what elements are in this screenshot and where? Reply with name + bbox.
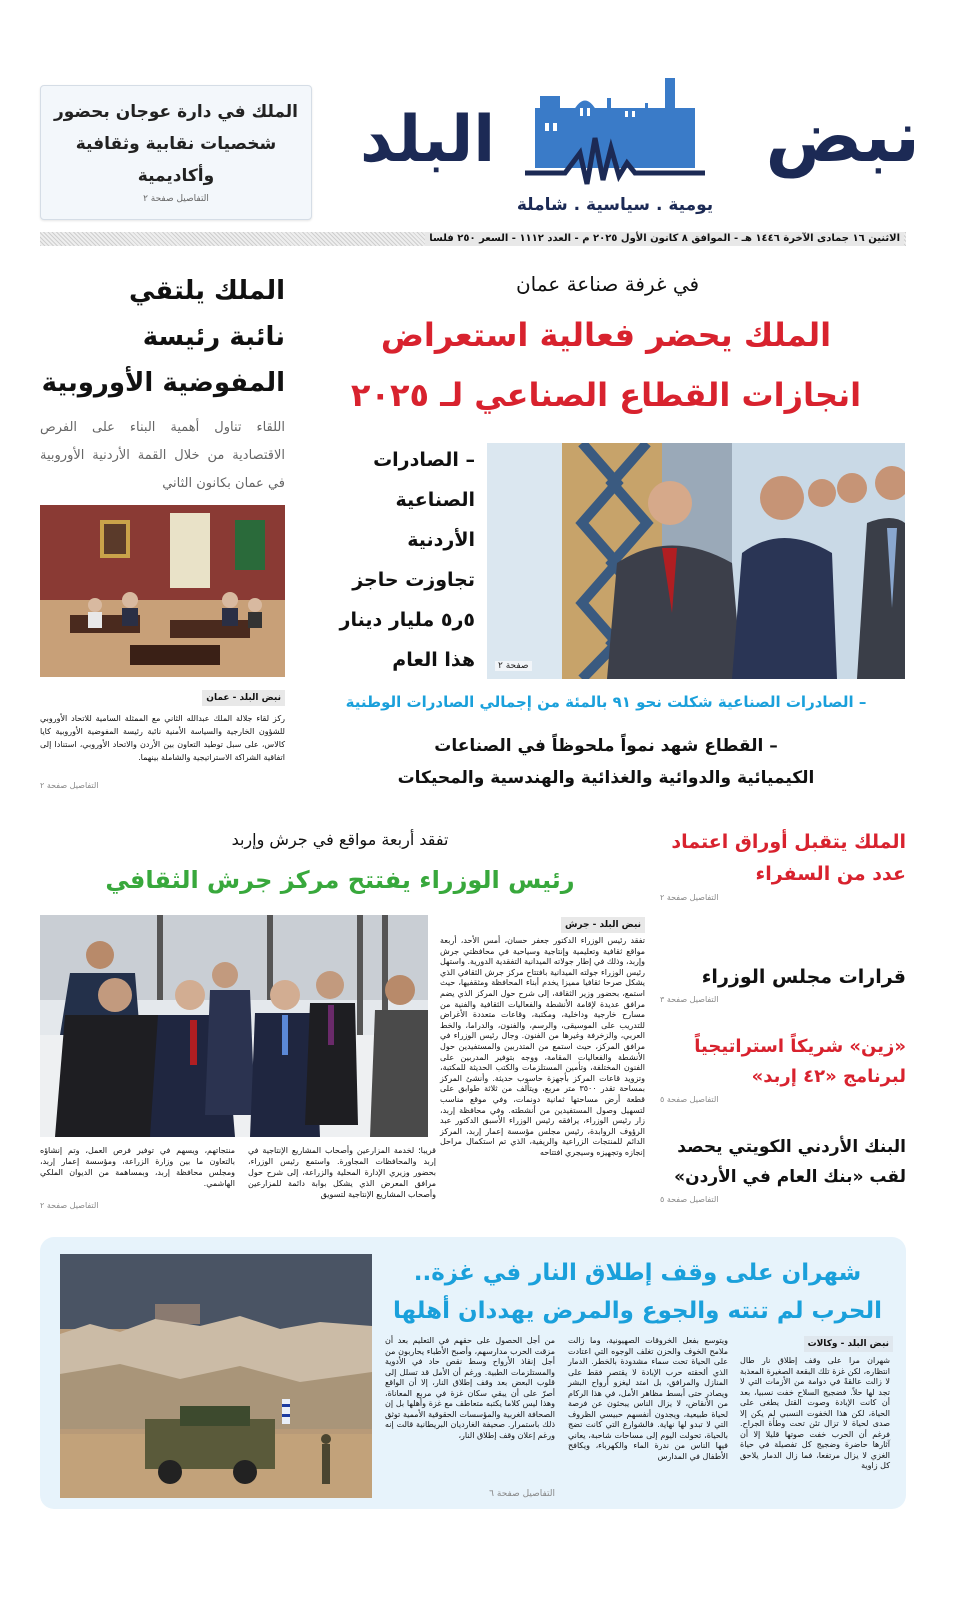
- photo-gaza-rubble: [60, 1254, 372, 1498]
- brief-details-link[interactable]: التفاصيل صفحة ٥: [660, 1095, 719, 1104]
- photo-meeting-room: [40, 505, 285, 677]
- brief-zain-partner[interactable]: [660, 1032, 906, 1106]
- top-teaser-box[interactable]: [40, 85, 312, 220]
- gaza-headline-line-2: الحرب لم تنته والجوع والمرض يهددان أهلها: [392, 1298, 883, 1324]
- brief-details-link[interactable]: التفاصيل صفحة ٣: [660, 995, 719, 1004]
- main-story-blue-point: – الصادرات الصناعية شكلت نحو ٩١ بالمئة من إجمالي الصادرات الوطنية: [345, 693, 867, 711]
- masthead-logo[interactable]: [360, 78, 920, 228]
- side-point-line: الصناعية: [395, 489, 475, 511]
- side-point-line: ٥ر٥ مليار دينار: [339, 609, 475, 631]
- eu-story-subhead: اللقاء تناول أهمية البناء على الفرص الاقتصادية من خلال القمة الأردنية الأوروبية في عمان بكانون الثاني: [40, 420, 285, 491]
- brief-headline: قرارات مجلس الوزراء: [701, 966, 906, 988]
- photo-pm-tour: [40, 915, 428, 1137]
- main-story-photo[interactable]: [487, 443, 905, 679]
- gaza-story-body-col-2: ويتوسع بفعل الخروقات الصهيونية، وما زالت ملامح الخوف والحزن تغلف الوجوه التي اعتادت على الحياة تحت سماء مشدودة بالخطر. الدمار الذي ألحقته حرب الإبادة لا يقتصر فقط على المنازل والمرافق، بل امتد ليغزو أرواح البشر ويصادر حتى أبسط مظاهر الأمل، في هذا الركام من الأنقاض، لا يزال الناس يبحثون عن فرصة لحياة طبيعية، ويجدون أنفسهم حبيسي الظروف التي لا تبدو لها نهاية. فالشوارع التي كانت تضج بالحياة، تحولت اليوم إلى مساحات شاحبة، يعاني فيها الناس من ندرة الماء والكهرباء، ويكافح الأطفال في المدارس: [568, 1336, 728, 1461]
- gaza-story-body-col-3: من أجل الحصول على حقهم في التعليم بعد أن مزقت الحرب مدارسهم، وأصبح الأطباء يحاربون من أجل إنقاذ الأرواح وسط نقص حاد في الأدوية والمستلزمات الطبية. ورغم أن الأمل قد تسلل إلى قلوب البعض بعد وقف إطلاق النار، إلا أن الواقع أصرّ على أن يبقي سكان غزة في مربع المعاناة، وهذا ليس كلاما يكتبه متعاطف مع غزة وأهلها بل إن الصحافة الغربية والمؤسسات الحقوقية الأممية توثق ذلك باستمرار. صحيفة الغارديان البريطانية قالت إنه ورغم إعلان وقف إطلاق النار،: [385, 1336, 555, 1440]
- eu-story-photo[interactable]: [40, 505, 285, 677]
- brief-headline: «زين» شريكاً استراتيجياً لبرنامج «٤٢ إربد»: [694, 1036, 906, 1087]
- eu-headline-line: نائبة رئيسة: [142, 322, 285, 352]
- brief-details-link[interactable]: التفاصيل صفحة ٢: [660, 893, 719, 902]
- dateline-text: الاثنين ١٦ جمادى الآخرة ١٤٤٦ هـ - الموافق ٨ كانون الأول ٢٠٢٥ م - العدد ١١١٢ - السعر ٢٥٠ فلسا: [425, 232, 904, 246]
- top-teaser-headline: الملك في دارة عوجان بحضور شخصيات نقابية وثقافية وأكاديمية: [53, 102, 298, 186]
- main-headline-line-1: الملك يحضر فعالية استعراض: [380, 316, 832, 354]
- gaza-story-headline[interactable]: [385, 1254, 890, 1330]
- side-point-line: – الصادرات: [373, 449, 475, 471]
- eu-story-headline[interactable]: [40, 268, 285, 406]
- main-story-side-points: [305, 440, 475, 680]
- brief-jkb-award[interactable]: [660, 1132, 906, 1206]
- brief-king-ambassadors[interactable]: [660, 826, 906, 904]
- gaza-story-photo[interactable]: [60, 1254, 372, 1498]
- side-point-line: تجاوزت حاجز: [352, 569, 475, 591]
- jerash-story-kicker: تفقد أربعة مواقع في جرش وإربد: [231, 830, 449, 849]
- logo-word-albalad: البلد: [360, 103, 496, 177]
- main-story-headline[interactable]: [305, 305, 907, 425]
- black-point-line-1: – القطاع شهد نمواً ملحوظاً في الصناعات: [434, 736, 778, 756]
- black-point-line-2: الكيميائية والدوائية والغذائية والهندسية والمحيكات: [397, 768, 815, 788]
- logo-word-nabd: نبض: [765, 94, 920, 178]
- jerash-story-body-col-2: قريبا؛ لخدمة المزارعين وأصحاب المشاريع الإنتاجية في إربد والمحافظات المجاورة. واستمع رئيس الوزراء، بحضور وزيري الإدارة المحلية والزراعة، إلى شرح حول مرافق المعرض الذي يشكل بوابة دائمة للمزارعين وأصحاب المشاريع الإنتاجية لتسويق: [248, 1146, 436, 1199]
- jerash-story-details-link[interactable]: التفاصيل صفحة ٢: [40, 1201, 99, 1210]
- jerash-story-headline[interactable]: رئيس الوزراء يفتتح مركز جرش الثقافي: [105, 866, 575, 894]
- side-point-line: هذا العام: [392, 649, 475, 671]
- gaza-story-body-col-1: شهران مرا على وقف إطلاق نار طال انتظاره، لكن غزة تلك البقعة الصغيرة المعذبة لا زالت عالقةً في دوامة من الأزمات التي لا تجد لها حلاً. فضجيج السلاح خفت نسبيا، بعد أن كانت الإبادة وصوت القتل يطغى على الحياة، لكن هذا الخفوت النسبي لم يكن إلا صدى لحياة لا تزال تئن تحت وطأة الجراح. فرغم أن الحرب خفت صوتها قليلا إلا أن آثارها حاضرة وضجيج كل تفصيلة في حياة الغزي لا يزال مرتفعا، فما زال الدمار يلاحق كل زاوية: [740, 1356, 890, 1470]
- dateline-bar: [40, 232, 906, 246]
- brief-headline: البنك الأردني الكويتي يحصد لقب «بنك العام في الأردن»: [674, 1137, 906, 1187]
- jerash-story-body-col-3: منتجاتهم، ويسهم في توفير فرص العمل، وتم إنشاؤه بالتعاون ما بين وزارة الزراعة، ومؤسسة إعمار إربد، ومجلس محافظة إربد، وبمساهمة من الديوان الملكي الهاشمي.: [40, 1146, 235, 1188]
- eu-story-details-link[interactable]: التفاصيل صفحة ٢: [40, 781, 99, 790]
- main-headline-line-2: انجازات القطاع الصناعي لـ ٢٠٢٥: [350, 376, 862, 414]
- photo-king-walking: [487, 443, 905, 679]
- brief-headline: الملك يتقبل أوراق اعتماد عدد من السفراء: [671, 831, 906, 885]
- jerash-story-body-col-1: تفقد رئيس الوزراء الدكتور جعفر حسان، أمس الأحد، أربعة مواقع ثقافية وتعليمية وإنتاجية وسياحية في محافظتي جرش وإربد، وذلك في إطار جولاته الميدانية التفقدية الدورية. واستهل رئيس الوزراء جولته الميدانية بافتتاح مركز جرش الثقافي الذي يشكل صرحا ثقافيا مميزا يخدم أبناء المحافظة ومثقفيها، حيث استمع، بحضور وزير الثقافة، إلى شرح حول المركز الذي يضم مرافق عديدة لإقامة الأنشطة والفعاليات الثقافية والفنية من مسارح خارجية وداخلية، ومكتبة، وقاعات متعددة الأغراض للتدريب على الموسيقى، والرسم، والفنون، والدراما، والخط العربي، والزخرفة وغيرها من الفنون. وجال رئيس الوزراء في مرافق المركز، حيث استمع من المتدربين والمستفيدين حول الأنشطة والفعاليات المقامة، ووجه بتوفير المدربين على الفنون المختلفة، وتأمين المستلزمات والكتب الحديثة للمكتبة، وتزويد قاعات المركز بأجهزة حاسوب حديثة. وأنشئ المركز بمساحة تقدر ٣٥٠٠ متر مربع، ويتألف من ثلاثة طوابق على قطعة أرض مساحتها ثمانية دونمات، وفي موقع مناسب لتسهيل وصول المستفيدين من أنشطته. وفي محافظة إربد، زار رئيس الوزراء، يرافقه رئيس الوزراء الأسبق الدكتور عبد الرؤوف الروابدة، رئيس مجلس مؤسسة إعمار إربد، المركز الدائم للمنتجات الزراعية والريفية، الذي تم استكمال مراحل إنجازه وتجهيزه وسيجري افتتاحه: [440, 936, 645, 1157]
- logo-tagline: يومية . سياسية . شاملة: [516, 195, 714, 215]
- photo-page-ref: صفحة ٢: [495, 661, 532, 671]
- gaza-story-details-link[interactable]: التفاصيل صفحة ٦: [489, 1489, 555, 1499]
- main-story-kicker: في غرفة صناعة عمان: [515, 272, 700, 296]
- eu-headline-line: الملك يلتقي: [129, 276, 285, 306]
- main-story-black-point: [305, 730, 907, 794]
- jerash-story-byline: نبض البلد - جرش: [561, 917, 645, 933]
- brief-cabinet-decisions[interactable]: [660, 962, 906, 1006]
- eu-headline-line: المفوضية الأوروبية: [41, 368, 285, 398]
- eu-story-byline: نبض البلد - عمان: [202, 690, 285, 706]
- brief-details-link[interactable]: التفاصيل صفحة ٥: [660, 1195, 719, 1204]
- eu-story-body: ركز لقاء جلالة الملك عبدالله الثاني مع الممثلة السامية للاتحاد الأوروبي للشؤون الخارجية والسياسة الأمنية نائبة رئيسة المفوضية الأوروبية كايا كالاس، على سبل توطيد التعاون بين الأردن والاتحاد الأوروبي، استنادا إلى اتفاقية الشراكة الاستراتيجية والشاملة بينهما.: [40, 714, 285, 762]
- side-point-line: الأردنية: [407, 529, 475, 551]
- gaza-story-byline: نبض البلد - وكالات: [804, 1336, 893, 1352]
- jerash-story-photo[interactable]: [40, 915, 428, 1137]
- skyline-wave-icon: [525, 78, 705, 188]
- gaza-headline-line-1: شهران على وقف إطلاق النار في غزة..: [413, 1260, 862, 1286]
- top-teaser-details: التفاصيل صفحة ٢: [143, 194, 209, 204]
